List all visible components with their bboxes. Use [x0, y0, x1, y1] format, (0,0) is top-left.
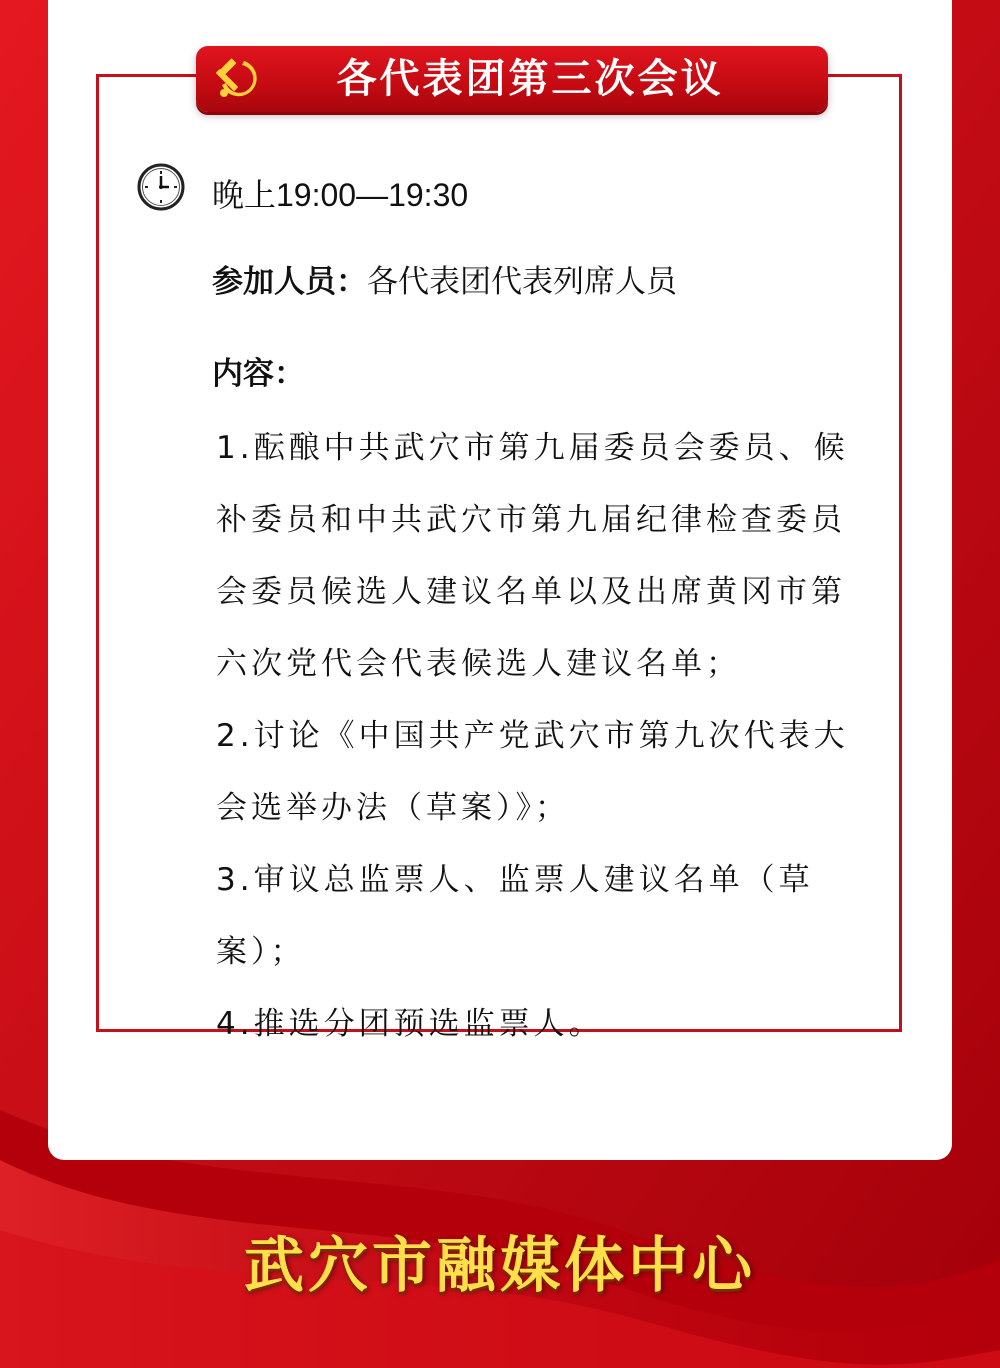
- title-banner: [196, 46, 828, 112]
- clock-icon: [136, 162, 186, 212]
- hammer-sickle-icon: [214, 55, 262, 103]
- meeting-time: 晚上19:00—19:30: [212, 177, 469, 213]
- participants-value: 各代表团代表列席人员: [367, 264, 677, 300]
- page-title: 各代表团第三次会议: [336, 56, 724, 102]
- participants-label: 参加人员：: [212, 264, 367, 300]
- content-list: [216, 412, 876, 1060]
- list-item: 3.审议总监票人、监票人建议名单（草案）；: [216, 862, 814, 970]
- list-item: 4.推选分团预选监票人。: [216, 1006, 604, 1042]
- participants-line: [212, 256, 677, 301]
- list-item: 1.酝酿中共武穴市第九届委员会委员、候补委员和中共武穴市第九届纪律检查委员会委员候选人建议名单以及出席黄冈市第六次党代会代表候选人建议名单；: [216, 430, 849, 682]
- content-heading: 内容：: [212, 356, 305, 392]
- footer-brand: 武穴市融媒体中心: [244, 1231, 756, 1301]
- list-item: 2.讨论《中国共产党武穴市第九次代表大会选举办法（草案）》；: [216, 718, 849, 826]
